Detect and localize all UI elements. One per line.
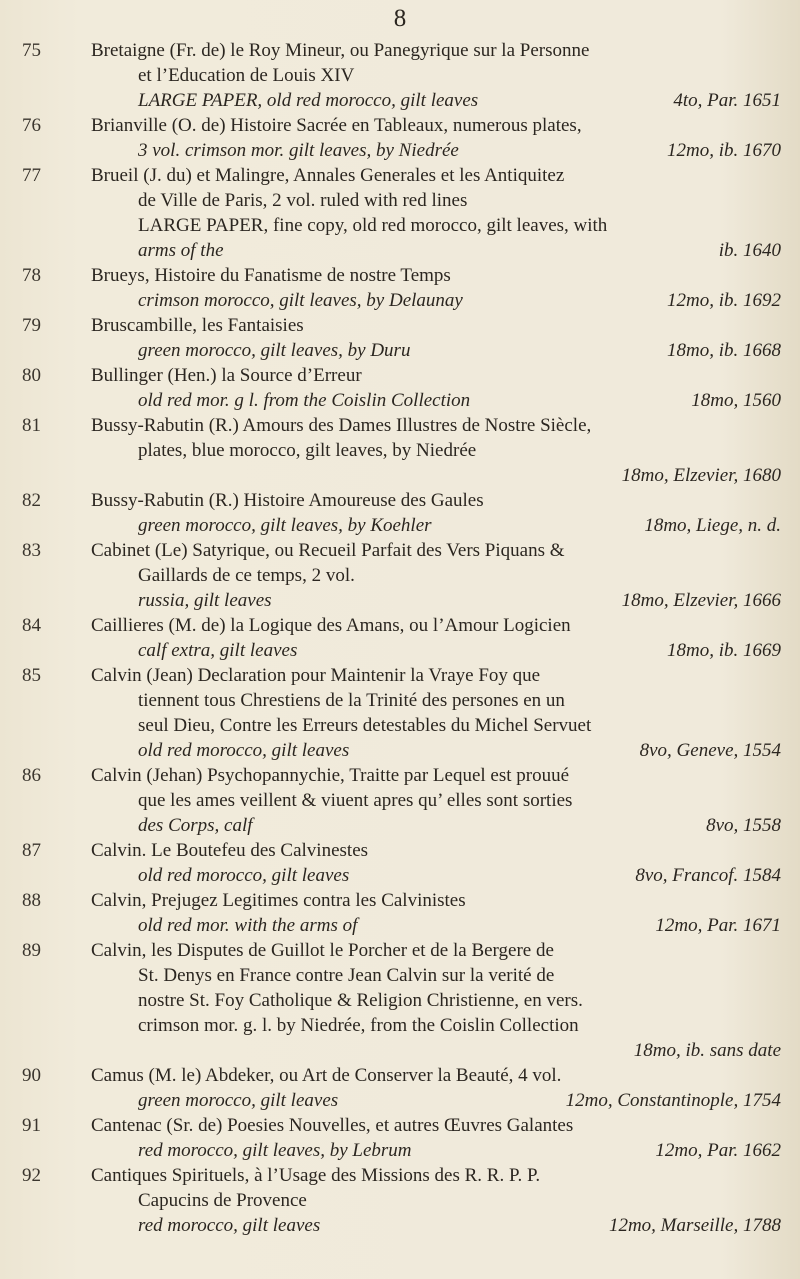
lot-number: 82 [22, 490, 41, 511]
lot-number: 80 [22, 365, 41, 386]
format-imprint: 18mo, 1560 [691, 390, 781, 411]
format-imprint: 18mo, ib. 1669 [667, 640, 781, 661]
binding-detail: red morocco, gilt leaves, by Lebrum [138, 1140, 412, 1161]
entry-title: Capucins de Provence [138, 1190, 307, 1211]
page-number: 8 [393, 5, 407, 32]
entry-title: Bretaigne (Fr. de) le Roy Mineur, ou Panegyrique sur la Personne [91, 40, 590, 61]
entry-detail-row [138, 238, 781, 263]
format-imprint: 8vo, 1558 [706, 815, 781, 836]
entry-detail-row [138, 463, 781, 488]
entry-detail-row [138, 1088, 781, 1113]
entry-detail-row [138, 913, 781, 938]
format-imprint: 4to, Par. 1651 [673, 90, 781, 111]
entry-title: LARGE PAPER, fine copy, old red morocco, gilt leaves, with [138, 215, 608, 236]
lot-number: 92 [22, 1165, 41, 1186]
entry-title: Calvin, Prejugez Legitimes contra les Calvinistes [91, 890, 466, 911]
entry-title: St. Denys en France contre Jean Calvin sur la verité de [138, 965, 555, 986]
lot-number: 90 [22, 1065, 41, 1086]
binding-detail: russia, gilt leaves [138, 590, 272, 611]
entry-title: Calvin (Jean) Declaration pour Maintenir la Vraye Foy que [91, 665, 541, 686]
entry-title: Calvin. Le Boutefeu des Calvinestes [91, 840, 369, 861]
entry-title: tiennent tous Chrestiens de la Trinité des persones en un [138, 690, 565, 711]
lot-number: 91 [22, 1115, 41, 1136]
format-imprint: 8vo, Geneve, 1554 [639, 740, 781, 761]
entry-title: nostre St. Foy Catholique & Religion Christienne, en vers. [138, 990, 583, 1011]
binding-detail: green morocco, gilt leaves, by Koehler [138, 515, 432, 536]
entry-title: Brueil (J. du) et Malingre, Annales Generales et les Antiquitez [91, 165, 565, 186]
entry-title: de Ville de Paris, 2 vol. ruled with red lines [138, 190, 468, 211]
lot-number: 78 [22, 265, 41, 286]
entry-title: Calvin (Jehan) Psychopannychie, Traitte par Lequel est prouué [91, 765, 570, 786]
format-imprint: 12mo, Marseille, 1788 [608, 1215, 781, 1236]
entry-title: Cantiques Spirituels, à l’Usage des Missions des R. R. P. P. [91, 1165, 541, 1186]
format-imprint: 18mo, Liege, n. d. [644, 515, 781, 536]
lot-number: 77 [22, 165, 41, 186]
entry-title: seul Dieu, Contre les Erreurs detestables du Michel Servuet [138, 715, 592, 736]
format-imprint: 18mo, ib. sans date [633, 1040, 781, 1061]
entry-detail-row [138, 1213, 781, 1238]
binding-detail: green morocco, gilt leaves [138, 1090, 339, 1111]
binding-detail: 3 vol. crimson mor. gilt leaves, by Niedrée [138, 140, 459, 161]
entry-title: plates, blue morocco, gilt leaves, by Niedrée [138, 440, 477, 461]
binding-detail: des Corps, calf [138, 815, 253, 836]
format-imprint: 12mo, Par. 1671 [655, 915, 781, 936]
binding-detail: old red mor. g l. from the Coislin Collection [138, 390, 471, 411]
lot-number: 89 [22, 940, 41, 961]
entry-detail-row [138, 338, 781, 363]
entry-title: et l’Education de Louis XIV [138, 65, 355, 86]
binding-detail: calf extra, gilt leaves [138, 640, 298, 661]
entry-title: Calvin, les Disputes de Guillot le Porcher et de la Bergere de [91, 940, 554, 961]
format-imprint: 18mo, ib. 1668 [667, 340, 781, 361]
lot-number: 85 [22, 665, 41, 686]
entry-detail-row [138, 588, 781, 613]
entry-detail-row [138, 813, 781, 838]
binding-detail: crimson morocco, gilt leaves, by Delaunay [138, 290, 463, 311]
entry-title: Bussy-Rabutin (R.) Histoire Amoureuse des Gaules [91, 490, 484, 511]
format-imprint: 18mo, Elzevier, 1680 [621, 465, 781, 486]
format-imprint: 8vo, Francof. 1584 [635, 865, 781, 886]
lot-number: 79 [22, 315, 41, 336]
entry-detail-row [138, 638, 781, 663]
lot-number: 87 [22, 840, 41, 861]
entry-detail-row [138, 88, 781, 113]
format-imprint: ib. 1640 [718, 240, 781, 261]
entry-title: Camus (M. le) Abdeker, ou Art de Conserver la Beauté, 4 vol. [91, 1065, 562, 1086]
lot-number: 88 [22, 890, 41, 911]
binding-detail: arms of the [138, 240, 224, 261]
binding-detail: green morocco, gilt leaves, by Duru [138, 340, 411, 361]
entry-detail-row [138, 138, 781, 163]
binding-detail: old red mor. with the arms of [138, 915, 358, 936]
binding-detail: old red morocco, gilt leaves [138, 740, 350, 761]
entry-title: Cabinet (Le) Satyrique, ou Recueil Parfait des Vers Piquans & [91, 540, 565, 561]
entry-detail-row [138, 1138, 781, 1163]
entry-detail-row [138, 1038, 781, 1063]
entry-title: crimson mor. g. l. by Niedrée, from the Coislin Collection [138, 1015, 579, 1036]
entry-title: Brueys, Histoire du Fanatisme de nostre Temps [91, 265, 451, 286]
format-imprint: 12mo, ib. 1670 [667, 140, 781, 161]
format-imprint: 12mo, Par. 1662 [655, 1140, 781, 1161]
format-imprint: 12mo, Constantinople, 1754 [565, 1090, 781, 1111]
binding-detail: red morocco, gilt leaves [138, 1215, 321, 1236]
entry-title: Gaillards de ce temps, 2 vol. [138, 565, 355, 586]
entry-detail-row [138, 863, 781, 888]
lot-number: 76 [22, 115, 41, 136]
format-imprint: 18mo, Elzevier, 1666 [621, 590, 781, 611]
entry-title: Brianville (O. de) Histoire Sacrée en Tableaux, numerous plates, [91, 115, 582, 136]
entry-title: Bussy-Rabutin (R.) Amours des Dames Illustres de Nostre Siècle, [91, 415, 592, 436]
binding-detail: old red morocco, gilt leaves [138, 865, 350, 886]
entry-detail-row [138, 288, 781, 313]
entry-detail-row [138, 388, 781, 413]
lot-number: 75 [22, 40, 41, 61]
entry-title: Bruscambille, les Fantaisies [91, 315, 304, 336]
format-imprint: 12mo, ib. 1692 [667, 290, 781, 311]
binding-detail: LARGE PAPER, old red morocco, gilt leaves [138, 90, 479, 111]
entry-title: que les ames veillent & viuent apres qu’ elles sont sorties [138, 790, 573, 811]
lot-number: 83 [22, 540, 41, 561]
entry-title: Caillieres (M. de) la Logique des Amans, ou l’Amour Logicien [91, 615, 571, 636]
entry-title: Cantenac (Sr. de) Poesies Nouvelles, et autres Œuvres Galantes [91, 1115, 574, 1136]
lot-number: 81 [22, 415, 41, 436]
lot-number: 86 [22, 765, 41, 786]
entry-title: Bullinger (Hen.) la Source d’Erreur [91, 365, 362, 386]
entry-detail-row [138, 738, 781, 763]
entry-detail-row [138, 513, 781, 538]
lot-number: 84 [22, 615, 41, 636]
